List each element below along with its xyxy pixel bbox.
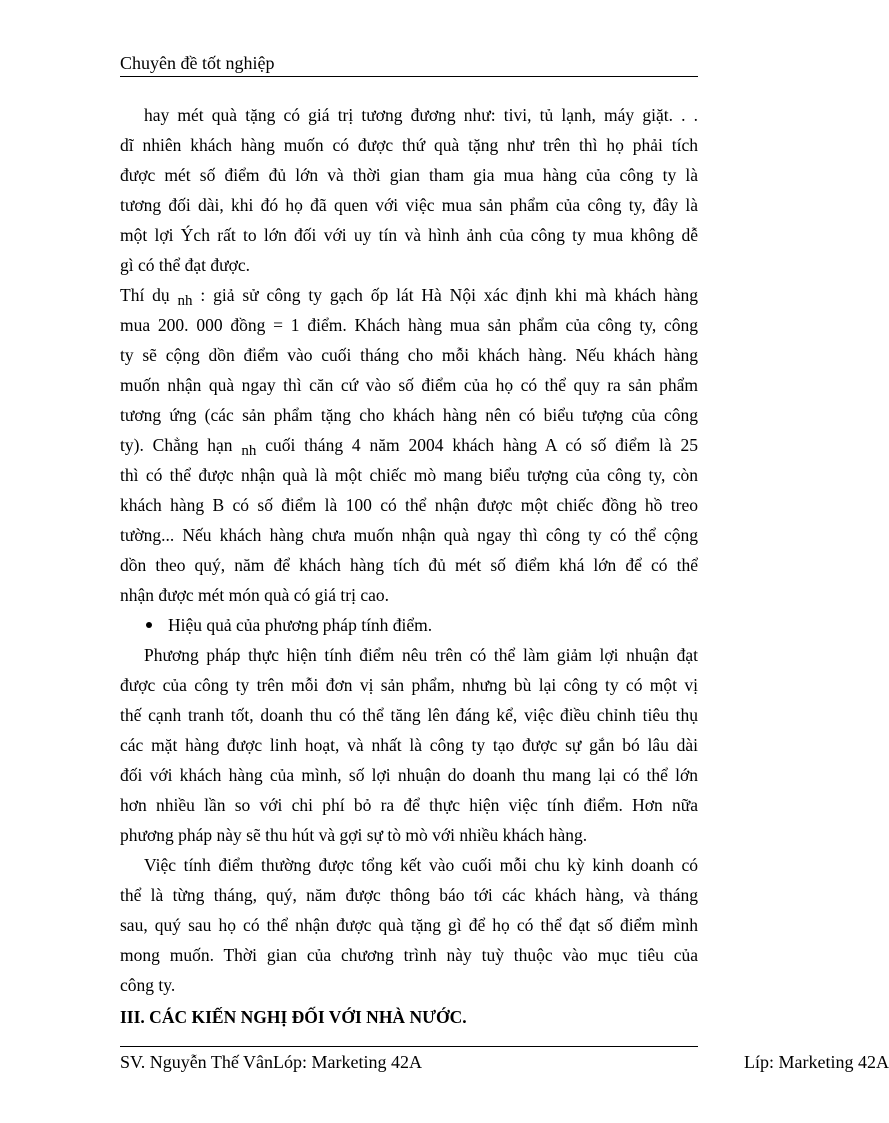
text-line: thể là từng tháng, quý, năm được thông báo tới các khách hàng, và tháng: [120, 885, 698, 905]
text-line: công ty.: [120, 975, 176, 995]
text-line: hơn nhiều lần so với chi phí bỏ ra để thực hiện việc tính điểm. Hơn nữa: [120, 795, 698, 815]
bullet-dot-icon: [146, 622, 152, 628]
text-line: hay mét quà tặng có giá trị tương đương như: tivi, tủ lạnh, máy giặt. . .: [144, 105, 698, 125]
text-line: khách hàng B có số điểm là 100 có thể nhận được một chiếc đồng hồ treo: [120, 495, 698, 515]
footer-divider: [120, 1046, 698, 1047]
text-line: tường... Nếu khách hàng chưa muốn nhận quà ngay thì công ty có thể cộng: [120, 525, 698, 545]
text-line: được mét số điểm đủ lớn và thời gian tham gia mua hàng của công ty là: [120, 165, 698, 185]
text-line: tương đối dài, khi đó họ đã quen với việc mua sản phẩm của công ty, đây là: [120, 195, 698, 215]
line-ty-subscript: nh: [241, 443, 257, 459]
text-line: mua 200. 000 đồng = 1 điểm. Khách hàng mua sản phẩm của công ty, công: [120, 315, 698, 335]
text-line: được của công ty trên mỗi đơn vị sản phẩm, nhưng bù lại công ty có một vị: [120, 675, 698, 695]
text-line: muốn nhận quà ngay thì căn cứ vào số điểm của họ có thể quy ra sản phẩm: [120, 375, 698, 395]
text-line: thế cạnh tranh tốt, doanh thu có thể tăng lên đáng kể, việc điều chỉnh tiêu thụ: [120, 705, 698, 725]
text-line: tương ứng (các sản phẩm tặng cho khách hàng nên có biểu tượng của công: [120, 405, 698, 425]
line-ty-prefix: ty). Chẳng hạn: [120, 435, 233, 455]
text-line: mong muốn. Thời gian của chương trình này tuỳ thuộc vào mục tiêu của: [120, 945, 698, 965]
text-line: sau, quý sau họ có thể nhận được quà tặng gì để họ có thể đạt số điểm mình: [120, 915, 698, 935]
example-rest: : giả sử công ty gạch ốp lát Hà Nội xác định khi mà khách hàng: [200, 285, 699, 305]
text-line: phương pháp này sẽ thu hút và gợi sự tò mò với nhiều khách hàng.: [120, 825, 588, 845]
page-header-title: Chuyên đề tốt nghiệp: [120, 53, 275, 73]
text-line: Việc tính điểm thường được tổng kết vào cuối mỗi chu kỳ kinh doanh có: [144, 855, 698, 875]
example-subscript: nh: [177, 293, 193, 309]
text-line: gì có thể đạt được.: [120, 255, 251, 275]
footer-right-text: Líp: Marketing 42A: [744, 1052, 889, 1072]
text-line: Phương pháp thực hiện tính điểm nêu trên có thể làm giảm lợi nhuận đạt: [144, 645, 698, 665]
text-line: đối với khách hàng của mình, số lợi nhuận do doanh thu mang lại có thể lớn: [120, 765, 698, 785]
text-line: các mặt hàng được linh hoạt, và nhất là công ty tạo được sự gắn bó lâu dài: [120, 735, 698, 755]
example-line-2: [120, 430, 698, 460]
section-heading: III. CÁC KIẾN NGHỊ ĐỐI VỚI NHÀ NƯỚC.: [120, 1007, 467, 1027]
text-line: dồn theo quý, năm để khách hàng tích đủ mét số điểm khá lớn để có thể: [120, 555, 698, 575]
text-line: một lợi Ých rất to lớn đối với uy tín và hình ảnh của công ty mua không dễ: [120, 225, 698, 245]
text-line: ty sẽ cộng dồn điểm vào cuối tháng cho mỗi khách hàng. Nếu khách hàng: [120, 345, 698, 365]
bullet-item: [120, 610, 698, 640]
text-line: dĩ nhiên khách hàng muốn có được thứ quà tặng như trên thì họ phải tích: [120, 135, 698, 155]
example-prefix: Thí dụ: [120, 285, 170, 305]
example-line: [120, 280, 698, 310]
header-divider: [120, 76, 698, 77]
text-line: thì có thể được nhận quà là một chiếc mò mang biểu tượng của công ty, còn: [120, 465, 698, 485]
document-body: [120, 100, 698, 1032]
footer-left-text: SV. Nguyễn Thế VânLóp: Marketing 42A: [120, 1052, 422, 1072]
line-ty-rest: cuối tháng 4 năm 2004 khách hàng A có số điểm là 25: [265, 435, 699, 455]
bullet-text: Hiệu quả của phương pháp tính điểm.: [168, 615, 433, 635]
text-line: nhận được mét món quà có giá trị cao.: [120, 585, 390, 605]
